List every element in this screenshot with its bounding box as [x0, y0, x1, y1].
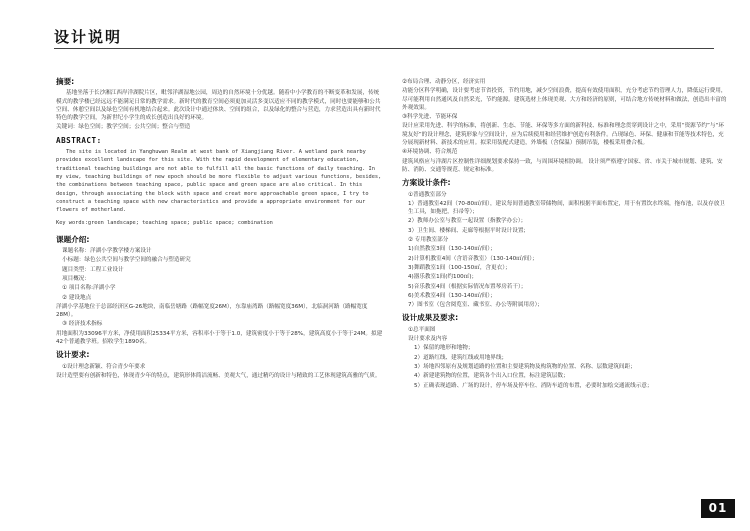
program-line: ② 专用教室部分 [408, 237, 449, 244]
program-line: 7）图书室（包含阅览室、藏书室、办公等附属用房）； [408, 302, 544, 309]
topic-line: 项目概况： [62, 275, 90, 282]
deliverables-line: 5）正确表现道路、广场的设计，停车场及停车位、消防车道的布置，必要时加绘交通流线示意； [414, 382, 653, 389]
deliverables-line: 2）道路红线、建筑红线或用地界线； [414, 354, 508, 361]
program-line: ①普通教室部分 [408, 191, 447, 198]
abstract-en-body: The site is located in Yanghuwan Realm at west bank of Xiangjiang River. A wetland park nearby provides excellent landscape for this site. With the rapid development of elementary education, traditional teaching buildings are not able to fulfill all the basic functions of daily teaching. In my view, teaching buildings of new epoch should be more flexible to adjust various functions, besides, the combinations between teaching space, public space and green space are also critical. In this design, through associating the block with space and creat more approachable green space, I try to construct a teaching space with new characteristics and provide a appropriate environment for our flowers of motherland. [56, 149, 382, 214]
requirements-line: 设计造型要有创新和特色，体现青少年的特点，建筑形体简洁流畅、美观大气，通过精巧的设计与精致的工艺体现建筑高雅的气质。 [56, 372, 381, 379]
requirements-line: ②布局合理、动静分区，经济实用 [402, 79, 486, 85]
topic-line: 洋湖小学基地位于总部经济区G-26地块，南临岳塘路（路幅宽度26M），东靠庙湾路（路幅宽度36M），北临洞河路（路幅宽度28M）。 [56, 303, 368, 319]
program-line: 3）卫生间、楼梯间、走廊等根据平时设计设置； [408, 227, 530, 234]
program-line: 6)美术教室4间（130-140㎡/间）； [408, 292, 496, 299]
abstract-en-keywords: Key words:green landscape; teaching space; public space; combination [56, 220, 273, 227]
left-column [56, 78, 383, 381]
requirements-line: 设计应采用先进、科学的标准，将创新、生态、节能、环保等多方面的新科技、标准和理念贯穿到设计之中，采用“资源节约”与“环境友好”的设计理念，建筑形象与空间设计，应为后续使用和经营维护创造有利条件。凸现绿色、环保、健康和节能等技术特色，充分展现新材料、新技术的应用。拟采用装配式建造，外墙板（含保温）预制吊装，楼板采用叠合板。 [402, 123, 724, 147]
program-line: 2)计算机教室4间（含语音教室）（130-140㎡/间）； [408, 255, 538, 262]
deliverables-line: 设计要求及内容 [408, 336, 448, 343]
page-title: 设计说明 [54, 28, 123, 46]
right-column [402, 78, 729, 391]
requirements-line: 建筑风格应与洋湖片区控制性详细规划要求保持一致，与周围环境相协调。 设计须严格遵守国家、省、市关于城市规划、建筑、安防、消防、交通等规范、规定和标准。 [402, 158, 723, 173]
page-number-badge: 01 [701, 499, 735, 518]
requirements-line: ①设计理念新颖、符合青少年要求 [62, 363, 146, 370]
program-line: 1）普通教室42间（70-80㎡/间），建议每间普通教室带储物间，面积根据平面布置定，用于有置饮水终端，拖布池，以及存放卫生工具，如拖把，扫帚等）； [408, 200, 725, 216]
deliverables-line: ①总平面图 [408, 326, 436, 333]
topic-line: ③ 经济技术指标 [62, 321, 103, 328]
program-line: 2）教师办公室与教室一起设置（指教学办公）； [408, 218, 527, 225]
topic-line: 用地面积为33096平方米，净使用面积25334平方米，容积率小于等于1.0，建筑密度小于等于28%，建筑高度小于等于24M。拟建42个普通教学班。招收学生1890名。 [56, 330, 383, 346]
deliverables-line: 1）保留的地形和地物； [414, 345, 474, 352]
requirements-line: ③科学先进、节能环保 [402, 114, 458, 121]
abstract-heading: 摘要: [56, 77, 75, 86]
requirements-line: ④环境协调、符合规范 [402, 149, 458, 156]
program-line: 1)自然教室3间（130-140㎡/间）； [408, 246, 496, 253]
topic-line: ② 建设地点 [62, 294, 92, 301]
deliverables-line: 3）场地四邻原有及规划道路的位置和主要建筑物及构筑物的位置、名称、层数建筑间距； [414, 363, 636, 370]
topic-heading: 课题介绍: [56, 234, 90, 244]
program-line: 3)舞蹈教室1间（100-150㎡，含更衣）； [408, 264, 511, 271]
deliverables-heading: 设计成果及要求: [402, 313, 459, 323]
abstract-en-heading: ABSTRACT: [56, 135, 102, 145]
program-line: 4)器乐教室1间(约100㎡)； [408, 274, 478, 281]
topic-line: 小标题：绿色公共空间与教学空间的融合与塑造研究 [62, 257, 191, 264]
deliverables-line: 4）新建建筑物的位置，建筑各个出入口位置，标注建筑层数； [414, 373, 569, 380]
program-line: 5)音乐教室4间（根据实际情况布置琴房若干）； [408, 283, 527, 290]
title-divider [54, 48, 714, 49]
requirements-heading: 设计要求: [56, 350, 90, 360]
abstract-body: 基地坐落于长沙湘江西岸洋湖院片区，毗邻洋湖湿地公园，周边的自然环境十分优越。随着中小学教育的不断变革和发展，传统模式的教学楼已经远远不能满足日常的教学需求。新时代的教育空间必须更加灵活多变以适应不同的教学模式，同时也要能够和公共空间、休憩空间以及绿色空间有机地结合起来。此次设计中通过体块、空间的组合，以及绿化的整合与营造，力求营造出具有新时代特色的教学空间，为新世纪小学生的成长创造出良好的环境。 [56, 90, 381, 122]
topic-line: 课题名称：洋湖小学教学楼方案设计 [62, 248, 152, 255]
requirements-line: 功能分区科学明确，设计要考虑节省投资，节约用地，减少空间浪费，提高有效使用面积，充分考虑节约管理人力，降低运行费用，尽可能利用自然通风及自然采光，节约能源。建筑选材上体现美观、大方和经济的原则，可结合地方传统材料和做法，创造出丰富的外观效果。 [402, 88, 727, 111]
program-heading: 方案设计条件: [402, 178, 451, 188]
abstract-keywords: 关键词：绿色空间；教学空间；公共空间；整合与塑造 [56, 124, 191, 131]
topic-line: ① 项目名称:洋湖小学 [62, 285, 116, 292]
topic-line: 题目类型：工程工业设计 [62, 266, 124, 273]
